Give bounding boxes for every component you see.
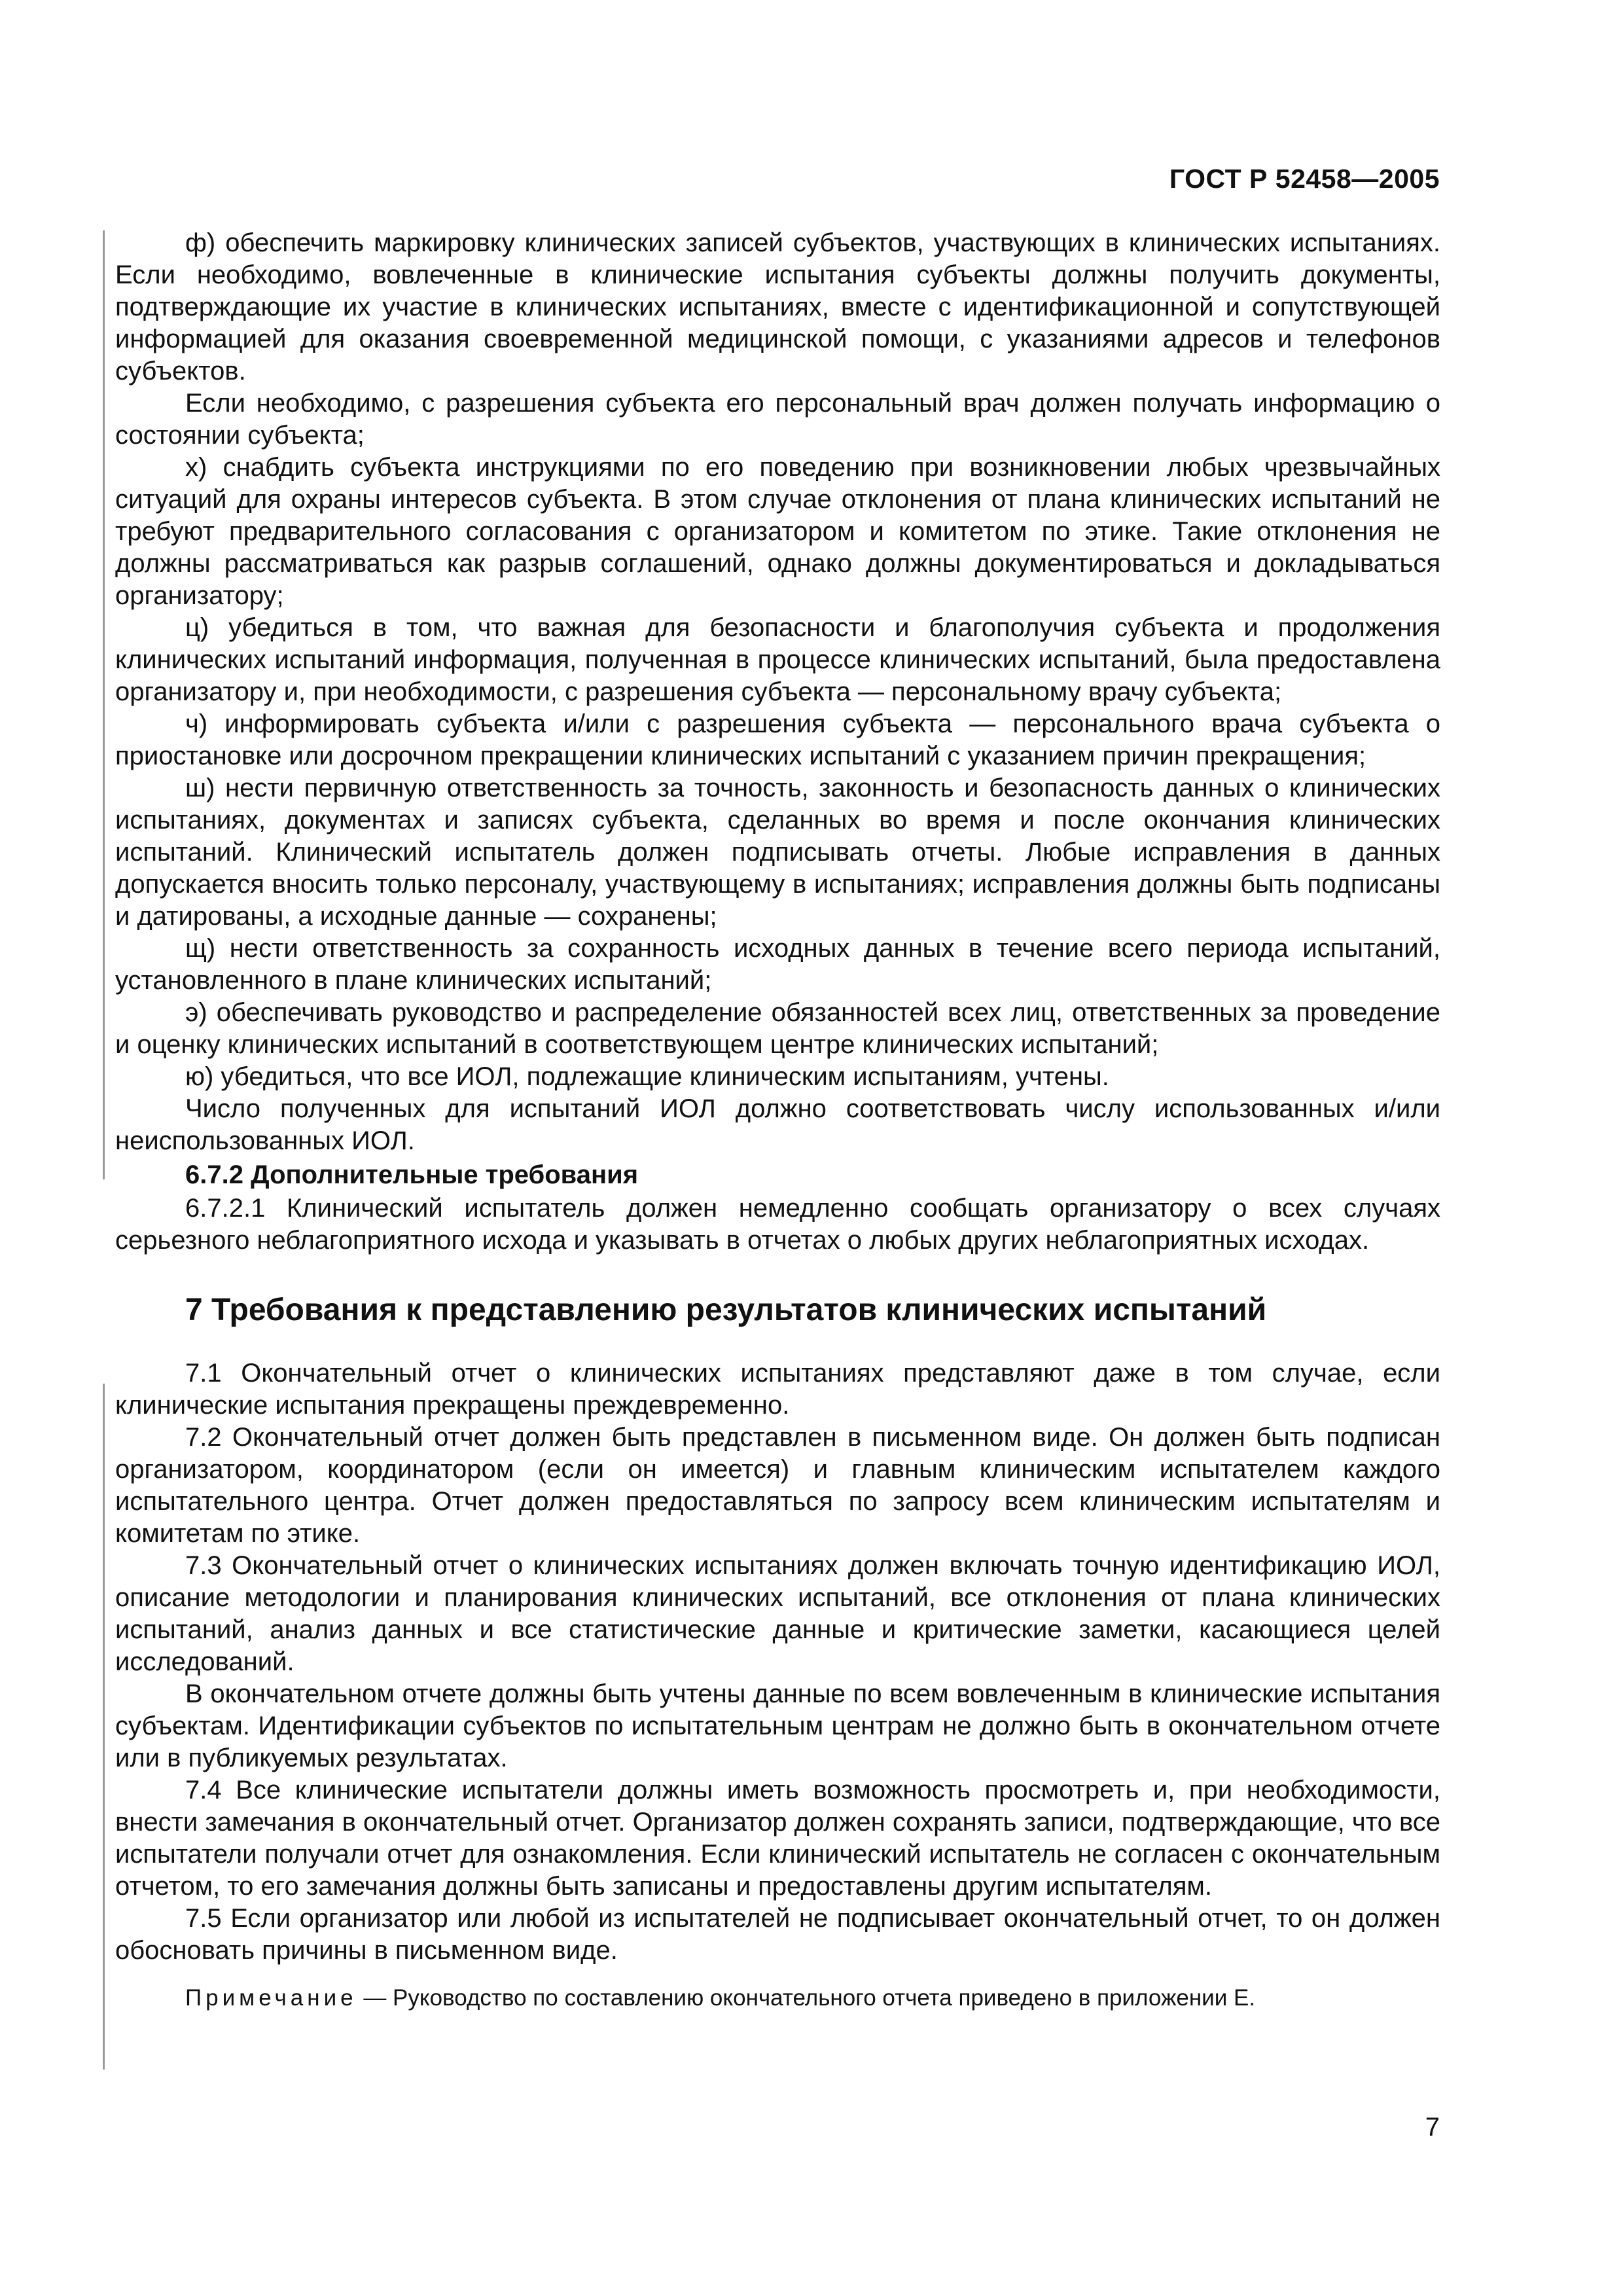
document-body (115, 227, 1440, 2013)
subsection-heading: 6.7.2 Дополнительные требования (185, 1160, 639, 1189)
paragraph-7-3-cont: В окончательном отчете должны быть учтены данные по всем вовлеченным в клинические испытания субъектам. Идентификации субъектов по испытательным центрам не должно быть в окончательном отчете или в публикуемых результатах. (115, 1679, 1440, 1772)
paragraph-kh: х) снабдить субъекта инструкциями по его поведению при возникновении любых чрезвычайных ситуаций для охраны интересов субъекта. В этом случае отклонения от плана клинических испытаний не требуют предварительного согласования с организатором и комитетом по этике. Такие отклонения не должны рассматриваться как разрыв соглашений, однако должны документироваться и докладываться организатору; (115, 453, 1440, 610)
paragraph-7-5: 7.5 Если организатор или любой из испытателей не подписывает окончательный отчет, то он должен обосновать причины в письменном виде. (115, 1904, 1440, 1965)
paragraph-7-3: 7.3 Окончательный отчет о клинических испытаниях должен включать точную идентификацию ИОЛ, описание методологии и планирования клинических испытаний, все отклонения от плана клинических испытаний, анализ данных и все статистические данные и критические заметки, касающиеся целей исследований. (115, 1551, 1440, 1676)
note (115, 1984, 1440, 2013)
paragraph-7-4: 7.4 Все клинические испытатели должны иметь возможность просмотреть и, при необходимости, внести замечания в окончательный отчет. Организатор должен сохранять записи, подтверждающие, что все испытатели получали отчет для ознакомления. Если клинический испытатель не согласен с окончательным отчетом, то его замечания должны быть записаны и предоставлены другим испытателям. (115, 1776, 1440, 1901)
paragraph-yu: ю) убедиться, что все ИОЛ, подлежащие клиническим испытаниям, учтены. (185, 1062, 1109, 1091)
paragraph-ch: ч) информировать субъекта и/или с разрешения субъекта — персонального врача субъекта о приостановке или досрочном прекращении клинических испытаний с указанием причин прекращения; (115, 709, 1440, 770)
note-text: — Руководство по составлению окончательного отчета приведено в приложении Е. (357, 1985, 1256, 2011)
revision-margin-line (103, 1384, 105, 2070)
paragraph-e: э) обеспечивать руководство и распределение обязанностей всех лиц, ответственных за проведение и оценку клинических испытаний в соответствующем центре клинических испытаний; (115, 998, 1440, 1059)
note-label: Примечание (185, 1985, 357, 2011)
paragraph-personal-doctor: Если необходимо, с разрешения субъекта его персональный врач должен получать информацию о состоянии субъекта; (115, 389, 1440, 450)
paragraph-shch: щ) нести ответственность за сохранность исходных данных в течение всего периода испытаний, установленного в плане клинических испытаний; (115, 934, 1440, 995)
subsection-paragraph: 6.7.2.1 Клинический испытатель должен немедленно сообщать организатору о всех случаях серьезного неблагоприятного исхода и указывать в отчетах о любых других неблагоприятных исходах. (115, 1194, 1440, 1255)
paragraph-f: ф) обеспечить маркировку клинических записей субъектов, участвующих в клинических испытаниях. Если необходимо, вовлеченные в клинические испытания субъекты должны получить документы, подтверждающие их участие в клинических испытаниях, вместе с идентификационной и сопутствующей информацией для оказания своевременной медицинской помощи, с указаниями адресов и телефонов субъектов. (115, 228, 1440, 386)
document-code-header: ГОСТ Р 52458—2005 (1169, 164, 1440, 194)
section-title: 7 Требования к представлению результатов клинических испытаний (185, 1293, 1267, 1327)
paragraph-iol-count: Число полученных для испытаний ИОЛ должно соответствовать числу использованных и/или неиспользованных ИОЛ. (115, 1094, 1440, 1155)
paragraph-7-2: 7.2 Окончательный отчет должен быть представлен в письменном виде. Он должен быть подписан организатором, координатором (если он имеется) и главным клиническим испытателем каждого испытательного центра. Отчет должен предоставляться по запросу всем клиническим испытателям и комитетам по этике. (115, 1423, 1440, 1548)
paragraph-7-1: 7.1 Окончательный отчет о клинических испытаниях представляют даже в том случае, если клинические испытания прекращены преждевременно. (115, 1359, 1440, 1420)
page-number: 7 (1425, 2113, 1440, 2142)
paragraph-ts: ц) убедиться в том, что важная для безопасности и благополучия субъекта и продолжения клинических испытаний информация, полученная в процессе клинических испытаний, была предоставлена организатору и, при необходимости, с разрешения субъекта — персональному врачу субъекта; (115, 613, 1440, 706)
revision-margin-line (103, 230, 105, 1179)
paragraph-sh: ш) нести первичную ответственность за точность, законность и безопасность данных о клинических испытаниях, документах и записях субъекта, сделанных во время и после окончания клинических испытаний. Клинический испытатель должен подписывать отчеты. Любые исправления в данных допускается вносить только персоналу, участвующему в испытаниях; исправления должны быть подписаны и датированы, а исходные данные — сохранены; (115, 774, 1440, 931)
